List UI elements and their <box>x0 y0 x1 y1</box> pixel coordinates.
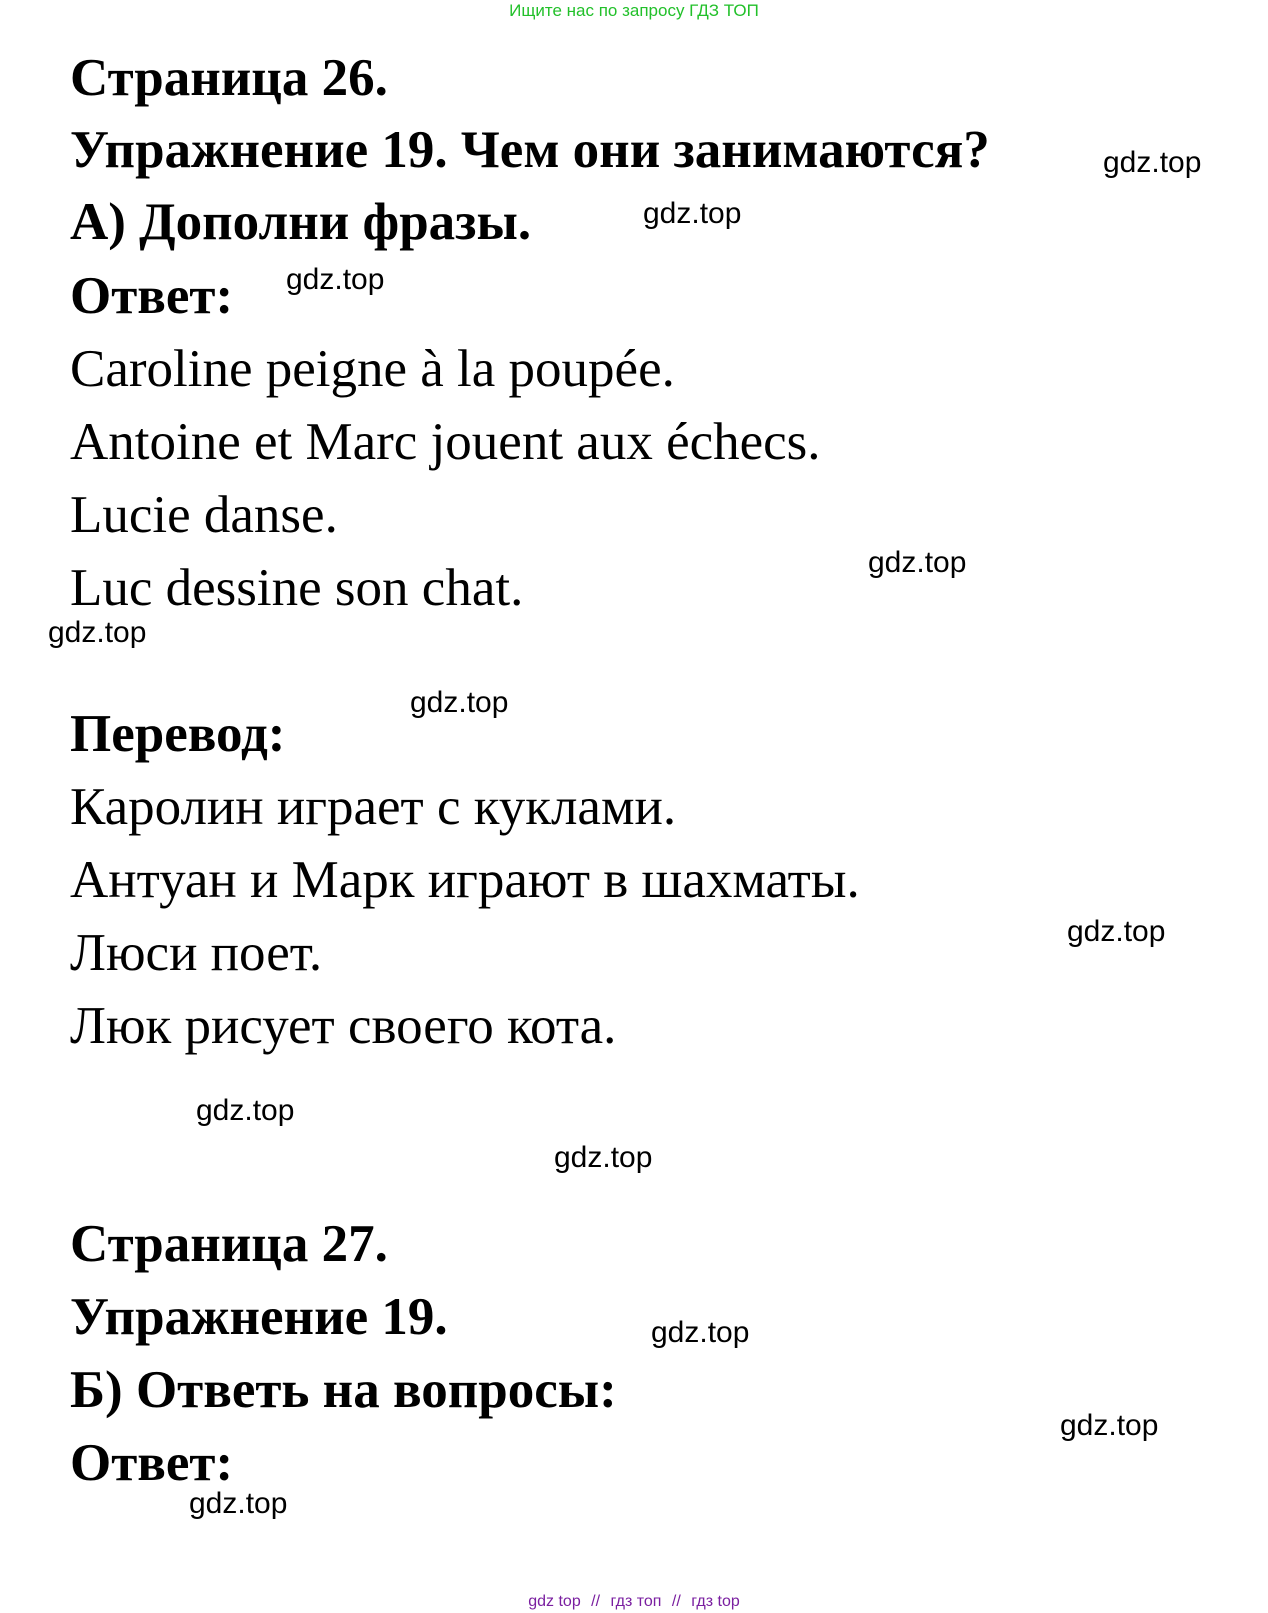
exercise-title-2: Упражнение 19. <box>70 1288 448 1346</box>
footer-link[interactable]: гдз топ <box>610 1593 662 1610</box>
footer-link[interactable]: gdz top <box>528 1593 581 1610</box>
search-banner: Ищите нас по запросу ГДЗ ТОП <box>509 1 759 20</box>
footer-link[interactable]: гдз top <box>691 1593 740 1610</box>
translation-line: Люси поет. <box>70 924 323 982</box>
translation-label: Перевод: <box>70 705 286 763</box>
exercise-title: Упражнение 19. Чем они занимаются? <box>70 121 990 179</box>
footer-links <box>0 1591 1268 1613</box>
answer-label: Ответ: <box>70 267 234 325</box>
answer-line: Caroline peigne à la poupée. <box>70 340 675 398</box>
translation-line: Люк рисует своего кота. <box>70 997 617 1055</box>
watermark: gdz.top <box>196 1094 295 1127</box>
answer-label-2: Ответ: <box>70 1434 234 1492</box>
watermark: gdz.top <box>48 616 147 649</box>
watermark: gdz.top <box>286 263 385 296</box>
page-title-27: Страница 27. <box>70 1215 388 1273</box>
answer-line: Antoine et Marc jouent aux échecs. <box>70 413 821 471</box>
watermark: gdz.top <box>189 1487 288 1520</box>
watermark: gdz.top <box>1067 915 1166 948</box>
translation-line: Каролин играет с куклами. <box>70 778 677 836</box>
answer-line: Luc dessine son chat. <box>70 559 524 617</box>
watermark: gdz.top <box>1060 1409 1159 1442</box>
answer-line: Lucie danse. <box>70 486 338 544</box>
page-title-26: Страница 26. <box>70 49 388 107</box>
watermark: gdz.top <box>868 546 967 579</box>
watermark: gdz.top <box>651 1316 750 1349</box>
watermark: gdz.top <box>410 686 509 719</box>
watermark: gdz.top <box>1103 146 1202 179</box>
task-title: А) Дополни фразы. <box>70 193 532 251</box>
translation-line: Антуан и Марк играют в шахматы. <box>70 851 860 909</box>
watermark: gdz.top <box>643 197 742 230</box>
watermark: gdz.top <box>554 1141 653 1174</box>
footer-separator: // <box>591 1593 601 1610</box>
task-title-2: Б) Ответь на вопросы: <box>70 1361 617 1419</box>
footer-separator: // <box>671 1593 681 1610</box>
